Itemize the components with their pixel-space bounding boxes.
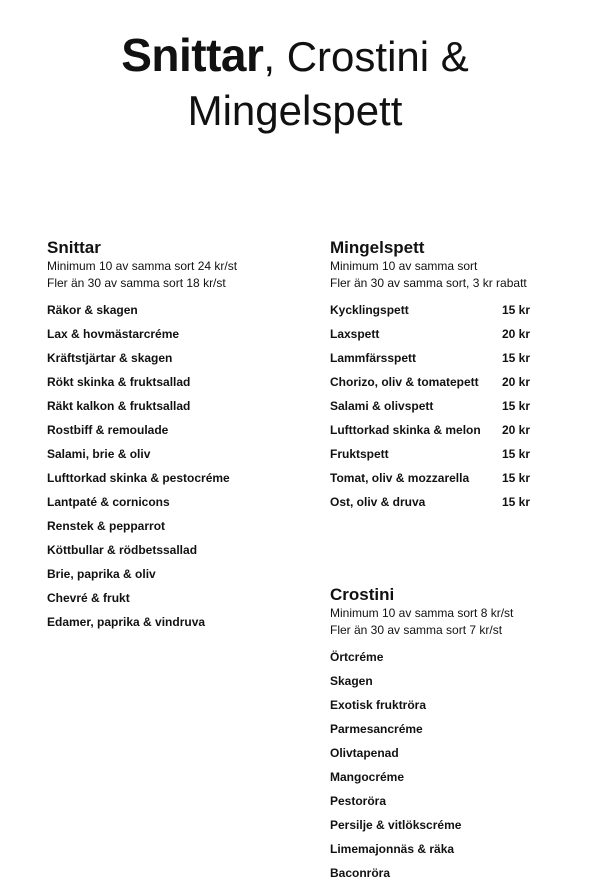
title-bold-word: Snittar [121, 29, 264, 81]
item-price: 15 kr [501, 303, 530, 317]
item-name: Pestoröra [330, 794, 387, 808]
item-name: Kräftstjärtar & skagen [47, 351, 173, 365]
item-name: Salami, brie & oliv [47, 447, 151, 461]
section-subtitle: Fler än 30 av samma sort 18 kr/st [47, 276, 226, 290]
item-name: Lufttorkad skinka & melon [330, 423, 481, 437]
item-price: 20 kr [501, 327, 530, 341]
list-item [47, 442, 287, 466]
mingelspett-item-list [330, 298, 530, 514]
section-subtitle: Minimum 10 av samma sort 8 kr/st [330, 606, 514, 620]
snittar-item-list [47, 298, 287, 634]
list-item [330, 346, 530, 370]
list-item [47, 418, 287, 442]
item-name: Örtcréme [330, 650, 384, 664]
item-price: 20 kr [501, 375, 530, 389]
item-price: 15 kr [501, 471, 530, 485]
section-subtitle: Minimum 10 av samma sort 24 kr/st [47, 259, 238, 273]
list-item [47, 298, 287, 322]
list-item [47, 394, 287, 418]
item-name: Persilje & vitlökscréme [330, 818, 462, 832]
list-item [330, 837, 530, 861]
list-item [330, 669, 530, 693]
item-price: 15 kr [501, 447, 530, 461]
list-item [330, 418, 530, 442]
item-name: Tomat, oliv & mozzarella [330, 471, 470, 485]
list-item [47, 466, 287, 490]
item-price: 20 kr [501, 423, 530, 437]
list-item [330, 789, 530, 813]
title-rest-line-1: , Crostini & [263, 33, 469, 80]
list-item [330, 717, 530, 741]
section-subtitle: Fler än 30 av samma sort, 3 kr rabatt [330, 276, 527, 290]
list-item [330, 394, 530, 418]
item-name: Fruktspett [330, 447, 389, 461]
list-item [330, 765, 530, 789]
list-item [330, 861, 530, 885]
item-name: Exotisk fruktröra [330, 698, 427, 712]
list-item [330, 645, 530, 669]
title-line-2: Mingelspett [187, 87, 403, 134]
list-item [47, 490, 287, 514]
list-item [330, 322, 530, 346]
item-name: Baconröra [330, 866, 391, 880]
item-name: Rostbiff & remoulade [47, 423, 169, 437]
crostini-item-list [330, 645, 530, 885]
list-item [330, 813, 530, 837]
item-name: Lantpaté & cornicons [47, 495, 170, 509]
section-heading: Mingelspett [330, 238, 425, 257]
list-item [330, 466, 530, 490]
list-item [330, 741, 530, 765]
item-price: 15 kr [501, 495, 530, 509]
section-subtitle: Fler än 30 av samma sort 7 kr/st [330, 623, 503, 637]
item-price: 15 kr [501, 351, 530, 365]
item-name: Lammfärsspett [330, 351, 417, 365]
list-item [330, 298, 530, 322]
section-subtitle: Minimum 10 av samma sort [330, 259, 478, 273]
item-name: Räkt kalkon & fruktsallad [47, 399, 191, 413]
item-name: Skagen [330, 674, 373, 688]
item-name: Parmesancréme [330, 722, 423, 736]
list-item [330, 370, 530, 394]
list-item [330, 490, 530, 514]
item-name: Mangocréme [330, 770, 405, 784]
mingelspett-section [330, 238, 530, 514]
list-item [47, 562, 287, 586]
list-item [47, 586, 287, 610]
item-name: Olivtapenad [330, 746, 399, 760]
item-name: Ost, oliv & druva [330, 495, 426, 509]
item-name: Räkor & skagen [47, 303, 138, 317]
list-item [330, 693, 530, 717]
item-name: Rökt skinka & fruktsallad [47, 375, 191, 389]
list-item [47, 370, 287, 394]
item-name: Lufttorkad skinka & pestocréme [47, 471, 230, 485]
item-name: Brie, paprika & oliv [47, 567, 156, 581]
item-name: Renstek & pepparrot [47, 519, 166, 533]
snittar-section [47, 238, 287, 634]
item-name: Chevré & frukt [47, 591, 130, 605]
list-item [330, 442, 530, 466]
item-name: Edamer, paprika & vindruva [47, 615, 206, 629]
item-name: Laxspett [330, 327, 380, 341]
item-name: Kycklingspett [330, 303, 409, 317]
list-item [47, 346, 287, 370]
item-price: 15 kr [501, 399, 530, 413]
crostini-section [330, 585, 530, 885]
item-name: Salami & olivspett [330, 399, 434, 413]
item-name: Köttbullar & rödbetssallad [47, 543, 198, 557]
list-item [47, 322, 287, 346]
title-line-1 [0, 28, 590, 84]
section-heading: Snittar [47, 238, 101, 257]
page-title [0, 28, 590, 138]
list-item [47, 610, 287, 634]
list-item [47, 538, 287, 562]
section-heading: Crostini [330, 585, 395, 604]
item-name: Lax & hovmästarcréme [47, 327, 180, 341]
item-name: Chorizo, oliv & tomatepett [330, 375, 479, 389]
list-item [47, 514, 287, 538]
item-name: Limemajonnäs & räka [330, 842, 455, 856]
